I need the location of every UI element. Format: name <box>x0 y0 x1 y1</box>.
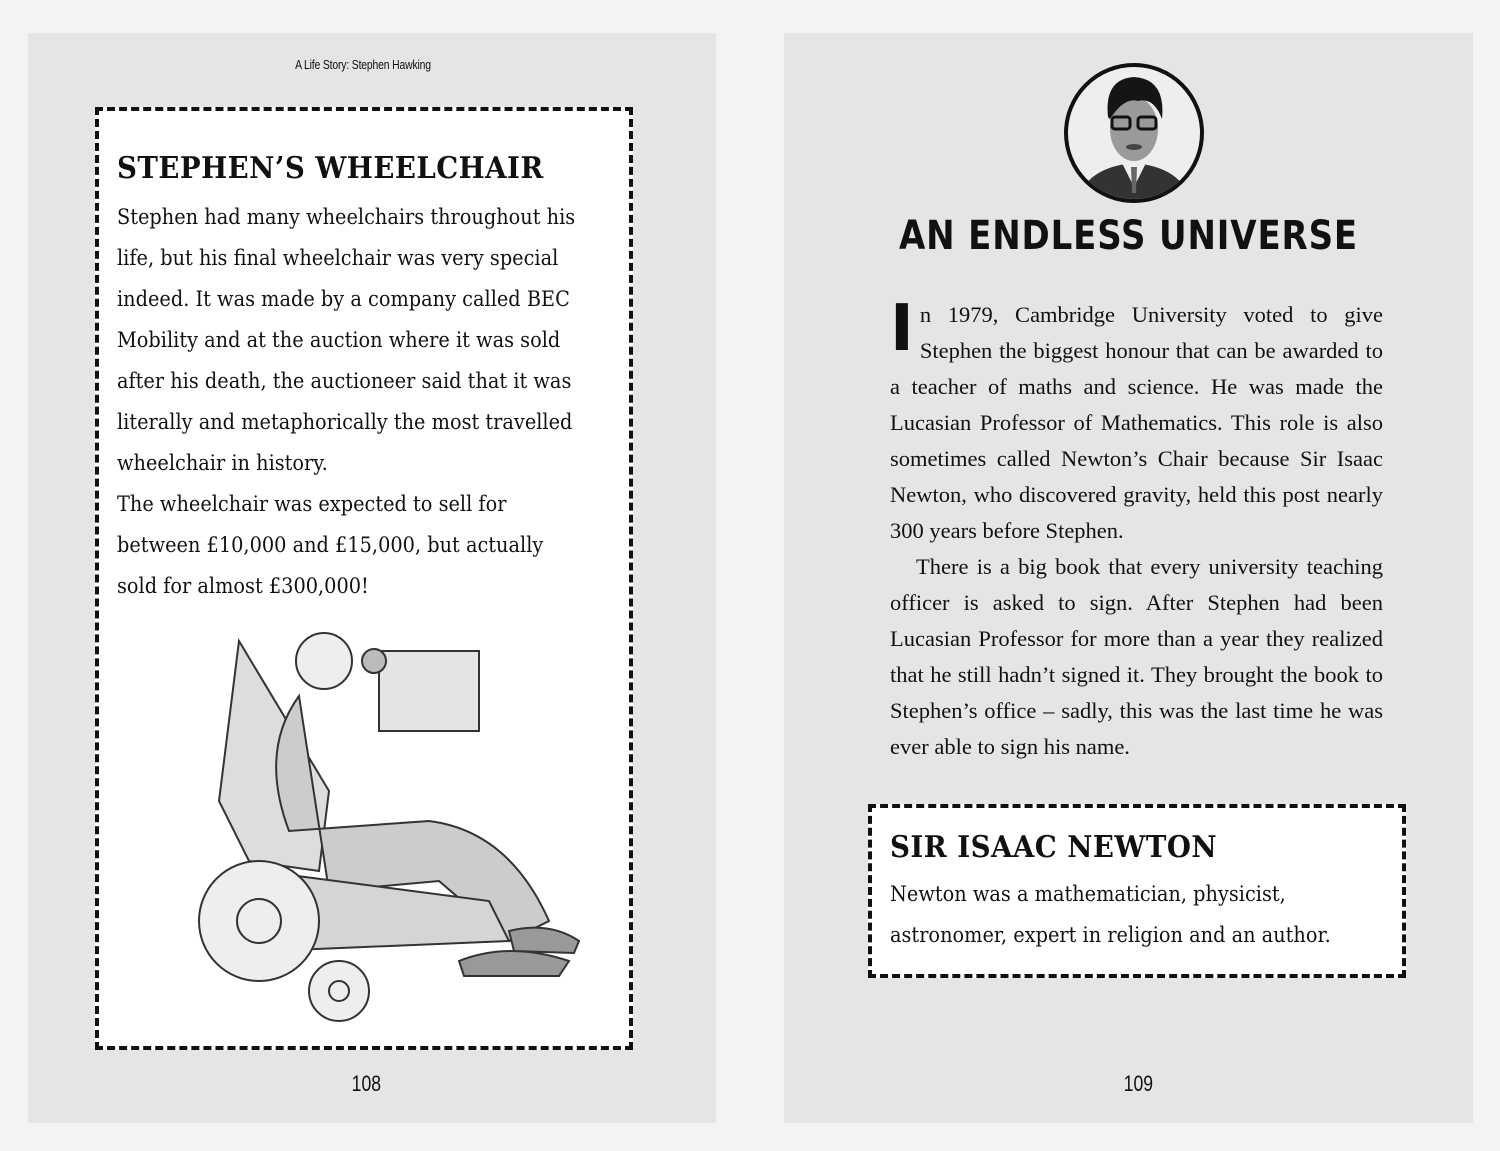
left-page <box>28 33 716 1123</box>
wheelchair-illustration <box>179 601 599 1031</box>
text-line: Mobility and at the auction where it was sold <box>117 328 561 352</box>
story-text <box>890 292 1383 765</box>
fact-box-title: STEPHEN’S WHEELCHAIR <box>117 151 544 186</box>
text-line: wheelchair in history. <box>117 451 328 475</box>
paragraph: There is a big book that every university teaching officer is asked to sign. After Stephen had been Lucasian Professor for more than a year they realized that he still hadn’t signed it. They brought the book to Stephen’s office – sadly, this was the last time he was ever able to sign his name. <box>890 554 1383 759</box>
fact-box-text <box>890 874 1331 956</box>
right-page <box>784 33 1473 1123</box>
text-line: The wheelchair was expected to sell for <box>117 492 507 516</box>
text-line: literally and metaphorically the most travelled <box>117 410 573 434</box>
fact-box-text <box>117 197 575 607</box>
portrait-illustration <box>1068 67 1200 199</box>
text-line: after his death, the auctioneer said that it was <box>117 369 572 393</box>
running-header: A Life Story: Stephen Hawking <box>295 57 431 72</box>
text-line: Stephen had many wheelchairs throughout his <box>117 205 576 229</box>
drop-cap: I <box>890 292 914 366</box>
text-line: between £10,000 and £15,000, but actually <box>117 533 544 557</box>
paragraph-text: n 1979, Cambridge University voted to give Stephen the biggest honour that can be awarded to a teacher of maths and science. He was made the Lucasian Professor of Mathematics. This role is also sometimes called Newton’s Chair because Sir Isaac Newton, who discovered gravity, held this post nearly 300 years before Stephen. <box>890 302 1383 543</box>
chapter-title: AN ENDLESS UNIVERSE <box>899 213 1358 259</box>
text-line: life, but his final wheelchair was very special <box>117 246 559 270</box>
page-number: 109 <box>1123 1071 1154 1096</box>
fact-box-title: SIR ISAAC NEWTON <box>890 830 1218 865</box>
wheelchair-fact-box <box>95 107 633 1050</box>
text-line: sold for almost £300,000! <box>117 574 369 598</box>
newton-fact-box <box>868 804 1406 978</box>
text-line: indeed. It was made by a company called BEC <box>117 287 570 311</box>
stephen-portrait-avatar <box>1064 63 1204 203</box>
text-line: astronomer, expert in religion and an author. <box>890 923 1331 947</box>
text-line: Newton was a mathematician, physicist, <box>890 882 1286 906</box>
paragraph <box>890 292 1383 549</box>
page-number: 108 <box>351 1071 382 1096</box>
